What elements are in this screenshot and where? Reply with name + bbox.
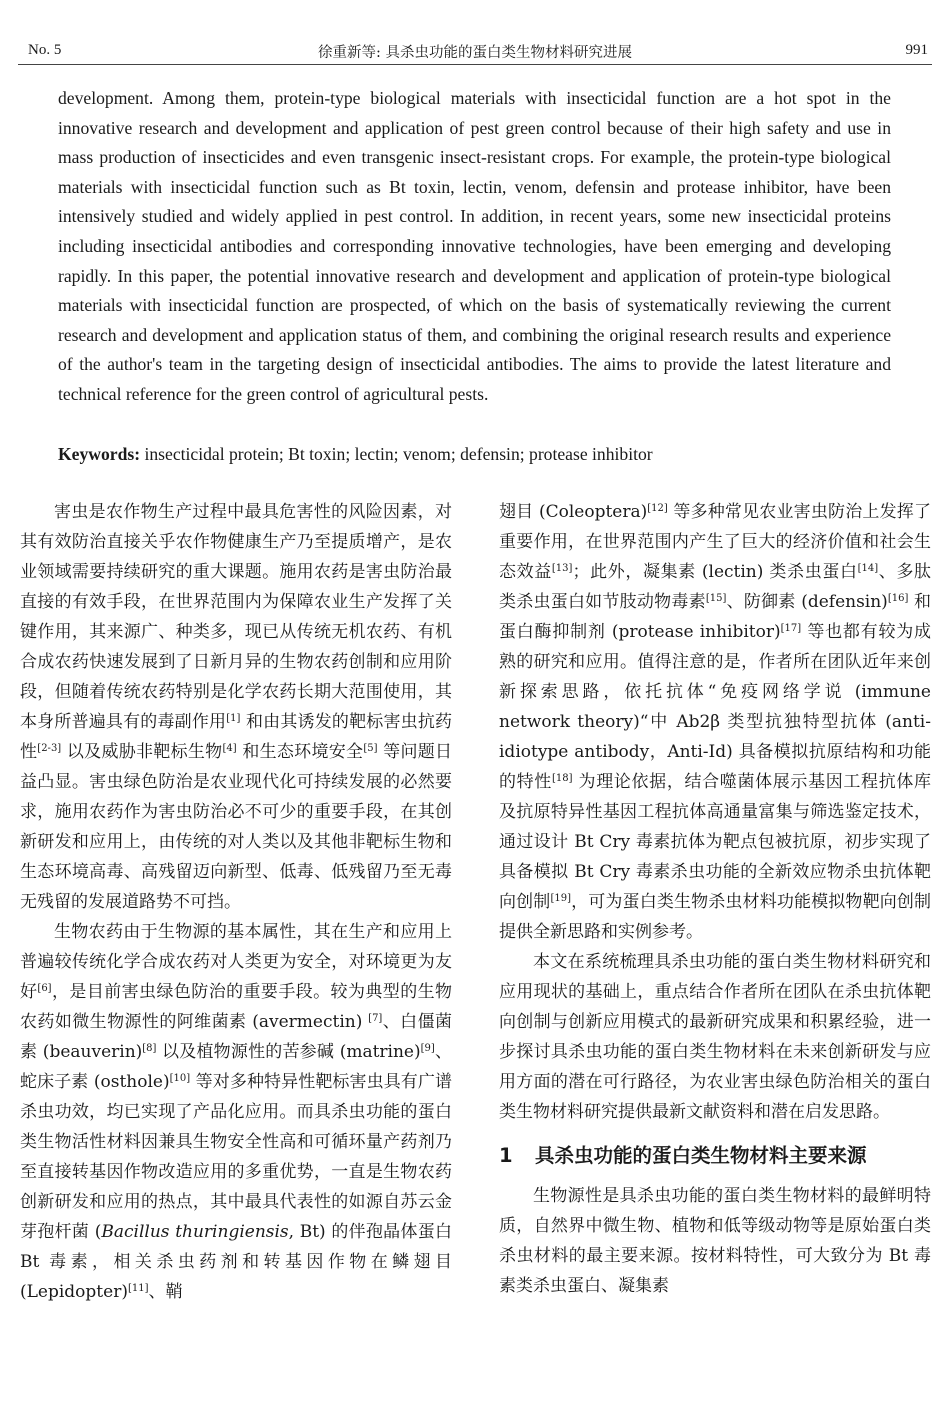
citation: [11] (127, 1283, 149, 1294)
keywords-label: Keywords: (58, 444, 141, 464)
citation: [1] (226, 713, 241, 724)
citation: [14] (857, 563, 879, 574)
citation: [7] (368, 1013, 383, 1024)
citation: [19] (550, 893, 571, 904)
keywords-line (58, 440, 891, 470)
citation: [2-3] (37, 743, 62, 754)
citation: [12] (647, 503, 668, 514)
citation: [18] (551, 773, 573, 784)
intro-paragraph-1: 害虫是农作物生产过程中最具危害性的风险因素，对其有效防治直接关乎农作物健康生产乃至提质增产，是农业领域需要持续研究的重大课题。施用农药是害虫防治最直接的有效手段，在世界范围内为保障农业生产发挥了关键作用，其来源广、种类多，现已从传统无机农药、有机合成农药快速发展到了日新月异的生物农药创制和应用阶段，但随着传统农药特别是化学农药长期大范围使用，其本身所普遍具有的毒副作用[1] 和由其诱发的靶标害虫抗药性[2-3] 以及威胁非靶标生物[4] 和生态环境安全[5] 等问题日益凸显。害虫绿色防治是农业现代化可持续发展的必然要求，施用农药作为害虫防治必不可少的重要手段，在其创新研发和应用上，由传统的对人类以及其他非靶标生物和生态环境高毒、高残留迈向新型、低毒、低残留乃至无毒无残留的发展道路势不可挡。 (20, 502, 453, 912)
page-number: 991 (905, 42, 928, 58)
abstract-english: development. Among them, protein-type biological materials with insecticidal function are a hot spot in the innovative research and development and application of pest green control because of their high safety and use in mass production of insecticides and even transgenic insect-resistant crops. For example, the protein-type biological materials with insecticidal function such as Bt toxin, lectin, venom, defensin and protease inhibitor, have been intensively studied and widely applied in pest control. In addition, in recent years, some new insecticidal proteins including insecticidal antibodies and corresponding innovative technologies, have been emerging and developing rapidly. In this paper, the potential innovative research and development and application of protein-type biological materials with insecticidal function are prospected, of which on the basis of systematically reviewing the current research and development and application status of them, and combining the original research results and experience of the author's team in the targeting design of insecticidal antibodies. The aims to provide the latest literature and technical reference for the green control of agricultural pests. (58, 88, 891, 404)
intro-paragraph-2-continued: 翅目 (Coleoptera)[12] 等多种常见农业害虫防治上发挥了重要作用，在世界范围内产生了巨大的经济价值和社会生态效益[13]；此外，凝集素 (lectin) 类杀虫蛋白[14]、多肽类杀虫蛋白如节肢动物毒素[15]、防御素 (defensin)[16] 和蛋白酶抑制剂 (protease inhibitor)[17] 等也都有较为成熟的研究和应用。值得注意的是，作者所在团队近年来创新探索思路，依托抗体“免疫网络学说 (immune network theory)“中 Ab2β 类型抗独特型抗体 (anti-idiotype antibody，Anti-Id) 具备模拟抗原结构和功能的特性[18] 为理论依据，结合噬菌体展示基因工程抗体库及抗原特异性基因工程抗体高通量富集与筛选鉴定技术，通过设计 Bt Cry 毒素抗体为靶点包被抗原，初步实现了具备模拟 Bt Cry 毒素杀虫功能的全新效应物杀虫抗体靶向创制[19]，可为蛋白类生物杀虫材料功能模拟物靶向创制提供全新思路和实例参考。 (499, 502, 932, 942)
section-heading (499, 1141, 931, 1171)
citation: [10] (169, 1073, 191, 1084)
citation: [17] (780, 623, 802, 634)
citation: [13] (551, 563, 573, 574)
intro-paragraph-2: 生物农药由于生物源的基本属性，其在生产和应用上普遍较传统化学合成农药对人类更为安全，对环境更为友好[6]，是目前害虫绿色防治的重要手段。较为典型的生物农药如微生物源性的阿维菌素 (avermectin) [7]、白僵菌素 (beauverin)[8] 以及植物源性的苦参碱 (matrine)[9]、蛇床子素 (osthole)[10] 等对多种特异性靶标害虫具有广谱杀虫功效，均已实现了产品化应用。而具杀虫功能的蛋白类生物活性材料因兼具生物安全性高和可循环量产药剂乃至直接转基因作物改造应用的多重优势，一直是生物农药创新研发和应用的热点，其中最具代表性的如源自苏云金芽孢杆菌 (Bacillus thuringiensis, Bt) 的伴孢晶体蛋白 Bt 毒素，相关杀虫药剂和转基因作物在鳞翅目 (Lepidopter)[11]、鞘 (20, 922, 453, 1302)
intro-paragraph-3: 本文在系统梳理具杀虫功能的蛋白类生物材料研究和应用现状的基础上，重点结合作者所在团队在杀虫抗体靶向创制与创新应用模式的最新研究成果和积累经验，进一步探讨具杀虫功能的蛋白类生物材料在未来创新研发与应用方面的潜在可行路径，为农业害虫绿色防治相关的蛋白类生物材料研究提供最新文献资料和潜在启发思路。 (499, 952, 931, 1122)
keywords-text: insecticidal protein; Bt toxin; lectin; venom; defensin; protease inhibitor (140, 444, 653, 464)
section-title: 具杀虫功能的蛋白类生物材料主要来源 (535, 1144, 867, 1167)
citation: [5] (363, 743, 378, 754)
citation: [4] (222, 743, 237, 754)
citation: [15] (705, 593, 727, 604)
running-title: 徐重新等: 具杀虫功能的蛋白类生物材料研究进展 (318, 45, 632, 61)
journal-issue: No. 5 (28, 42, 62, 58)
section-number: 1 (499, 1144, 513, 1167)
right-column (499, 497, 931, 1301)
section-1-paragraph-1: 生物源性是具杀虫功能的蛋白类生物材料的最鲜明特质，自然界中微生物、植物和低等级动物等是原始蛋白类杀虫材料的最主要来源。按材料特性，可大致分为 Bt 毒素类杀虫蛋白、凝集素 (499, 1186, 931, 1296)
citation: [9] (420, 1043, 435, 1054)
running-header (18, 38, 932, 65)
left-column (20, 497, 452, 1307)
citation: [16] (887, 593, 909, 604)
citation: [8] (142, 1043, 157, 1054)
citation: [6] (37, 983, 52, 994)
species-name: Bacillus thuringiensis (101, 1222, 289, 1242)
